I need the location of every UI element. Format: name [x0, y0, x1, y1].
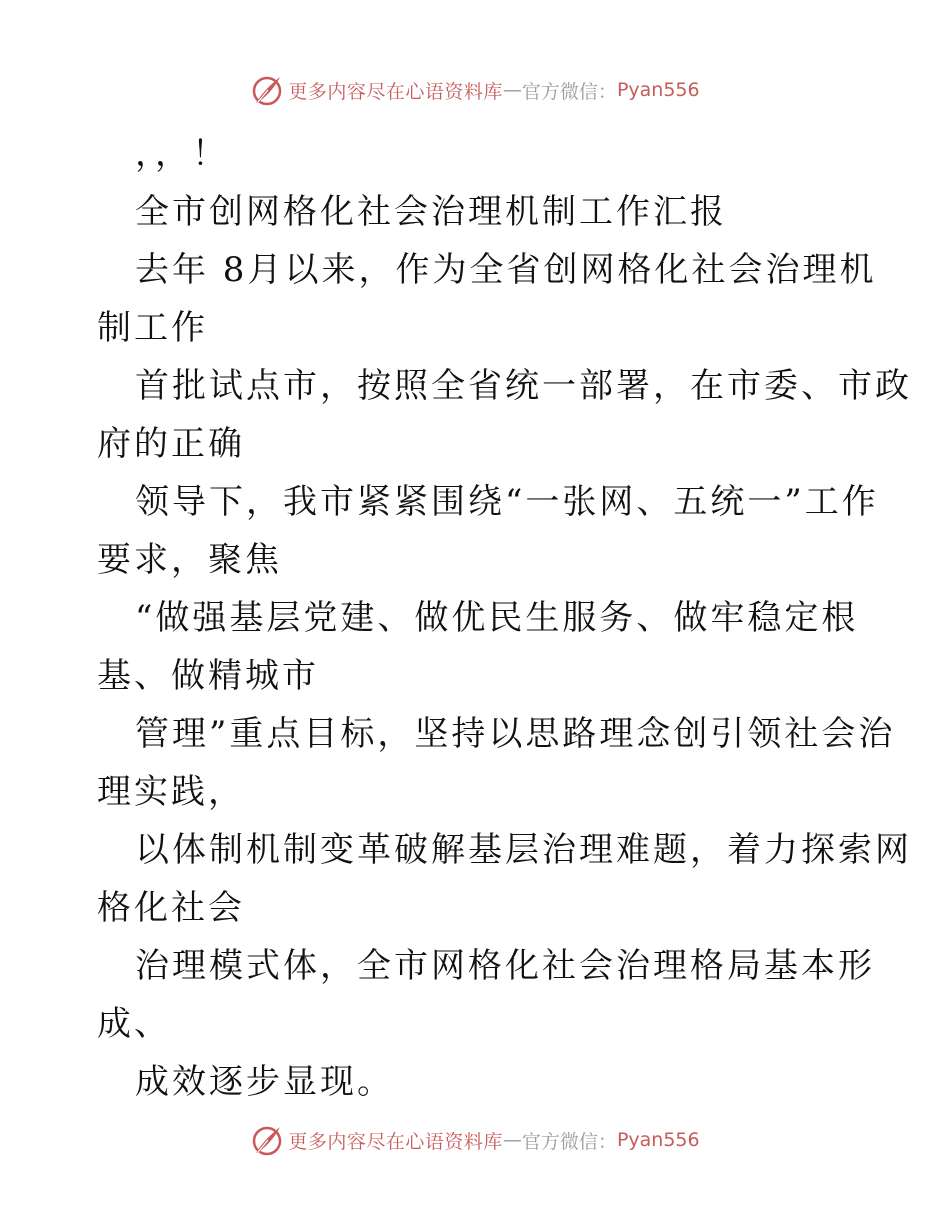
- watermark-separator: —: [502, 79, 522, 101]
- feather-pen-logo-icon: [250, 1123, 284, 1157]
- watermark-wechat-id: Pyan556: [616, 79, 700, 101]
- text-line: 管理”重点目标，坚持以思路理念创引领社会治: [135, 714, 896, 754]
- watermark-wechat-id: Pyan556: [616, 1129, 700, 1151]
- watermark-label: 官方微信：: [521, 1130, 617, 1153]
- text-line: 以体制机制变革破解基层治理难题，着力探索网: [135, 830, 912, 870]
- document-title: 全市创网格化社会治理机制工作汇报: [135, 192, 727, 232]
- feather-pen-logo-icon: [250, 73, 284, 107]
- document-body: [97, 125, 912, 1111]
- text-line: 制工作: [97, 308, 208, 348]
- text-line: 成、: [97, 1004, 171, 1044]
- footer-watermark: [0, 1120, 950, 1160]
- text-line: 要求，聚焦: [97, 540, 282, 580]
- watermark-brand-text: 更多内容尽在心语资料库: [288, 1130, 503, 1153]
- watermark-label: 官方微信：: [521, 80, 617, 103]
- text-line: 首批试点市，按照全省统一部署，在市委、市政: [135, 366, 912, 406]
- text-line: 基、做精城市: [97, 656, 319, 696]
- text-line: 成效逐步显现。: [135, 1062, 394, 1102]
- watermark-separator: —: [502, 1129, 522, 1151]
- text-line: “做强基层党建、做优民生服务、做牢稳定根: [135, 598, 859, 638]
- text-line: 去年 8月以来，作为全省创网格化社会治理机: [135, 250, 877, 290]
- text-line: 治理模式体，全市网格化社会治理格局基本形: [135, 946, 875, 986]
- text-line: 领导下，我市紧紧围绕“一张网、五统一”工作: [135, 482, 879, 522]
- text-line: ，，！: [135, 134, 229, 174]
- header-watermark: [0, 70, 950, 110]
- text-line: 理实践，: [97, 772, 245, 812]
- text-line: 格化社会: [97, 888, 245, 928]
- watermark-brand-text: 更多内容尽在心语资料库: [288, 80, 503, 103]
- text-line: 府的正确: [97, 424, 245, 464]
